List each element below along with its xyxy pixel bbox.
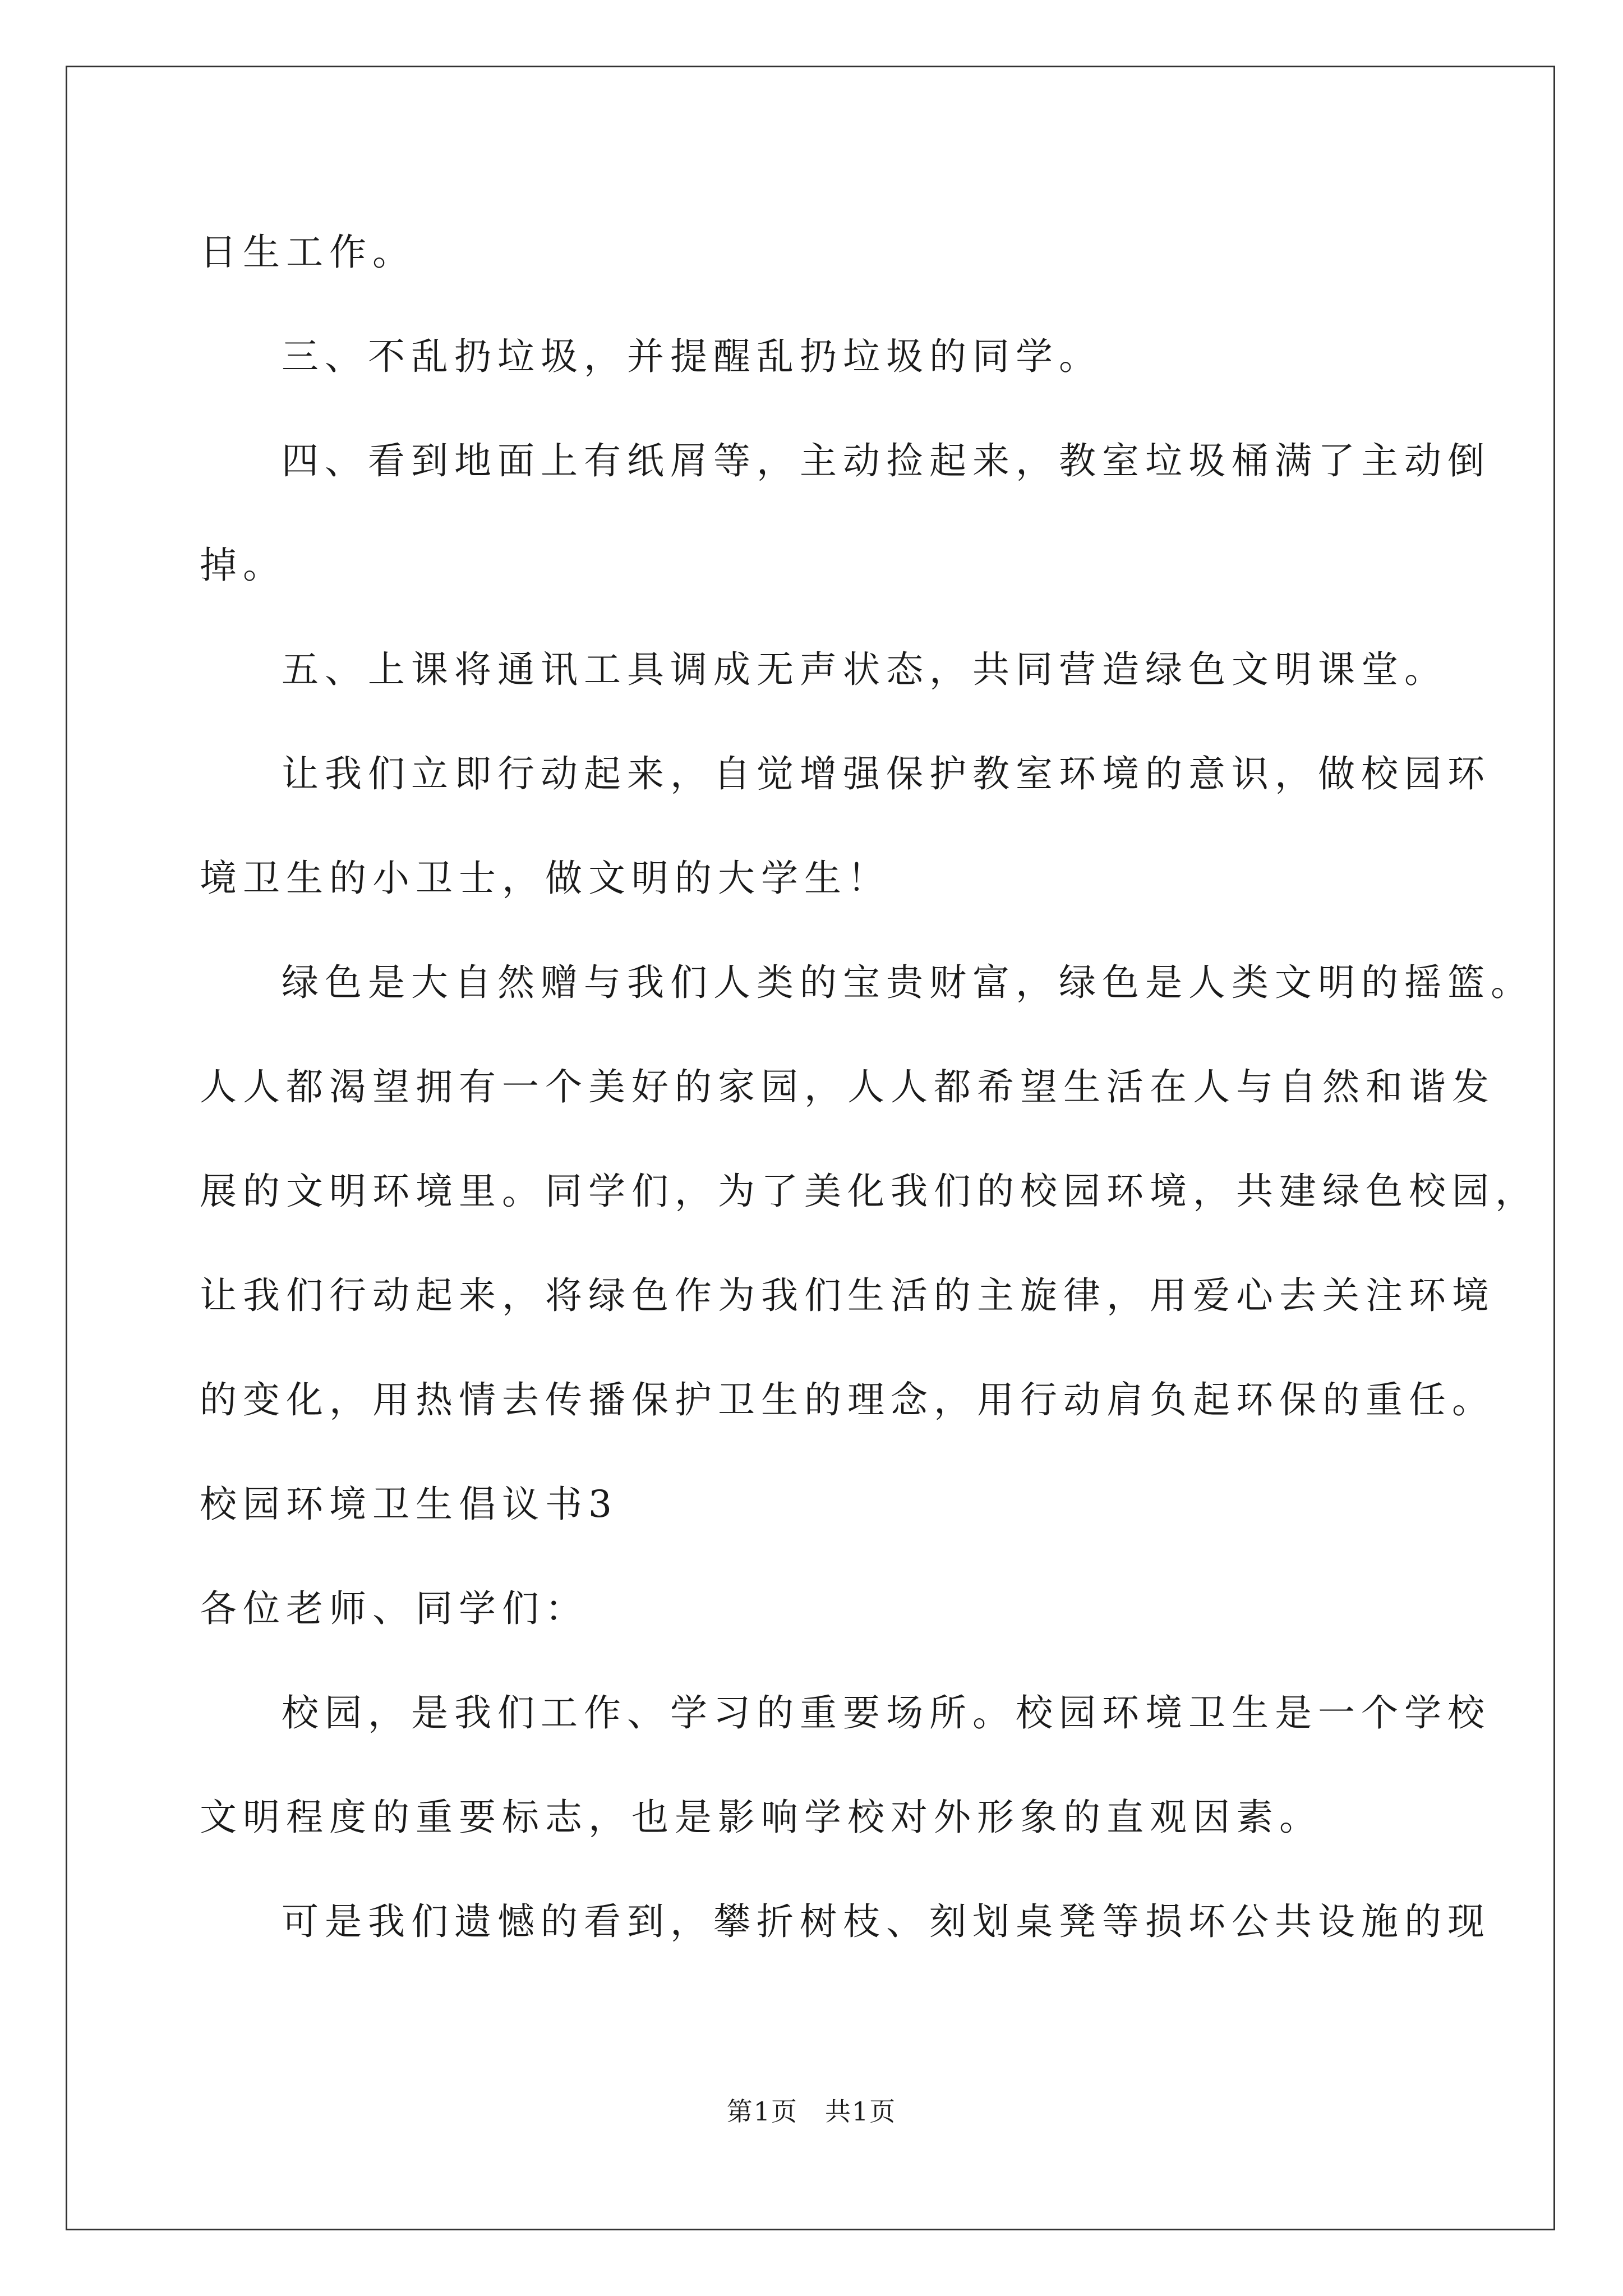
text-line: 三、不乱扔垃圾，并提醒乱扔垃圾的同学。 <box>282 335 1102 378</box>
text-line: 让我们立即行动起来，自觉增强保护教室环境的意识，做校园环 <box>282 752 1491 795</box>
text-line: 境卫生的小卫士，做文明的大学生！ <box>200 857 891 900</box>
salutation: 各位老师、同学们： <box>200 1587 588 1630</box>
text-line: 人人都渴望拥有一个美好的家园，人人都希望生活在人与自然和谐发 <box>200 1065 1495 1108</box>
section-heading: 校园环境卫生倡议书3 <box>200 1483 618 1526</box>
text-line: 绿色是大自然赠与我们人类的宝贵财富，绿色是人类文明的摇篮。 <box>282 961 1534 1004</box>
text-line: 文明程度的重要标志，也是影响学校对外形象的直观因素。 <box>200 1796 1322 1839</box>
text-line: 日生工作。 <box>200 231 416 274</box>
text-line: 掉。 <box>200 544 286 587</box>
text-line: 展的文明环境里。同学们，为了美化我们的校园环境，共建绿色校园， <box>200 1170 1538 1213</box>
text-line: 的变化，用热情去传播保护卫生的理念，用行动肩负起环保的重任。 <box>200 1378 1495 1421</box>
text-line: 四、看到地面上有纸屑等，主动捡起来，教室垃圾桶满了主动倒 <box>282 439 1491 482</box>
text-line: 五、上课将通讯工具调成无声状态，共同营造绿色文明课堂。 <box>282 648 1447 691</box>
text-line: 可是我们遗憾的看到，攀折树枝、刻划桌凳等损坏公共设施的现 <box>282 1900 1491 1943</box>
text-line: 让我们行动起来，将绿色作为我们生活的主旋律，用爱心去关注环境 <box>200 1274 1495 1317</box>
text-line: 校园，是我们工作、学习的重要场所。校园环境卫生是一个学校 <box>282 1691 1491 1734</box>
page-footer: 第1页 共1页 <box>726 2096 897 2127</box>
